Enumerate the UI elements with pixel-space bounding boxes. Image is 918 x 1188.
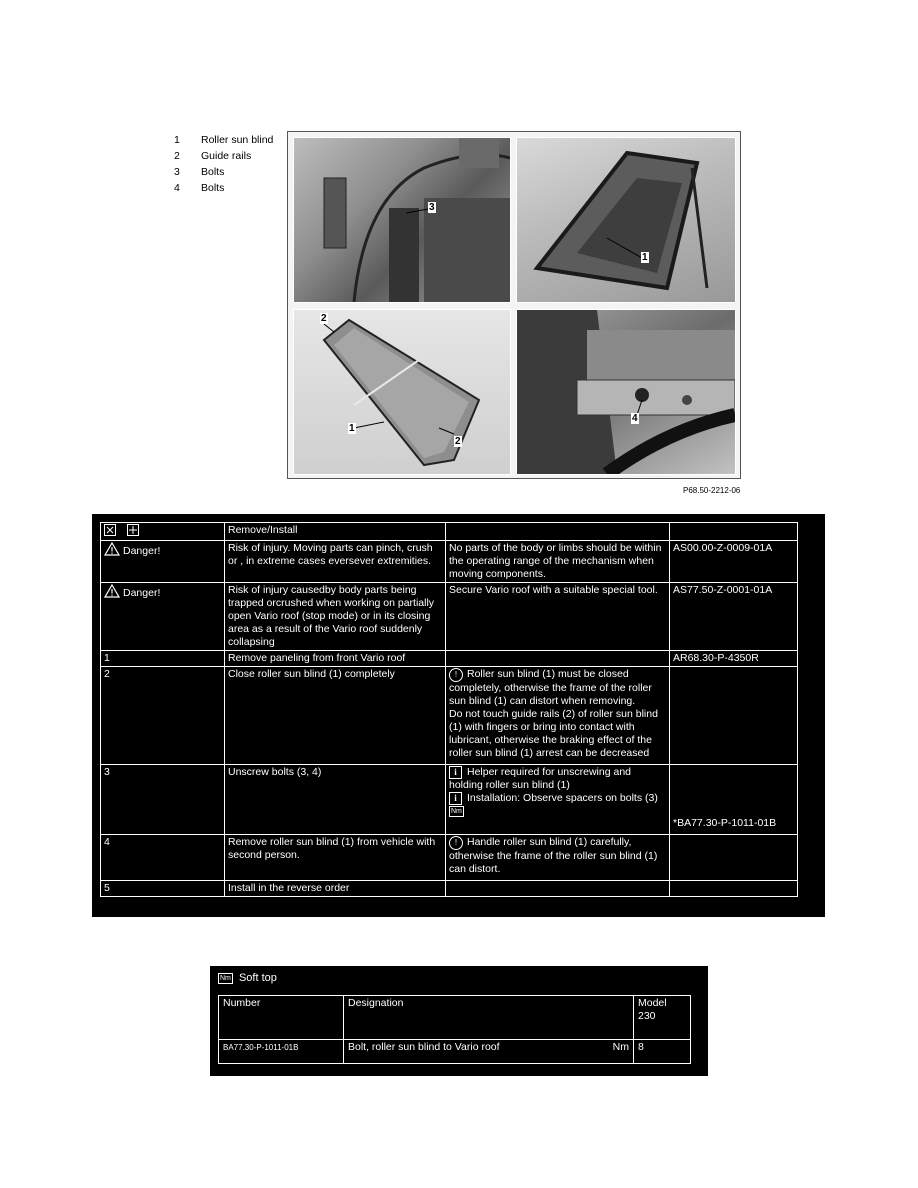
callout-number: 3: [429, 202, 435, 213]
caution-icon: !: [449, 836, 463, 850]
nm-badge-icon: Nm: [220, 975, 231, 982]
table-row: 2 Close roller sun blind (1) completely ! Roller sun blind (1) must be closed completely, otherwise the frame of the roller sun blind (1) can distort when removing. Do not touch guide rails (2) of roller sun blind (1) with fingers or bring into contact with lubricant, otherwise the braking effect of the roller sun blind (1) arrest can be decreased: [101, 667, 798, 765]
info-icon: i: [449, 766, 462, 779]
table-header-row: [101, 523, 798, 541]
component-figure: [287, 131, 741, 479]
warning-icon: [104, 542, 120, 556]
callout-number: 2: [455, 436, 461, 447]
table-header-row: Number Designation Model 230: [219, 996, 691, 1040]
table-row: 1 Remove paneling from front Vario roof AR68.30-P-4350R: [101, 651, 798, 667]
callout-number: 1: [642, 252, 648, 263]
callout-number: 2: [321, 313, 327, 324]
photo-bolt-mount: [516, 309, 736, 475]
soft-top-title: Soft top: [238, 972, 277, 984]
legend-item: 4 Bolts: [174, 182, 225, 194]
info-icon: i: [449, 792, 462, 805]
remove-icon: [104, 524, 116, 536]
install-icon: [127, 524, 139, 536]
legend-item: 2 Guide rails: [174, 150, 252, 162]
photo-roof-overview: [516, 137, 736, 303]
soft-top-heading: [218, 972, 277, 984]
nm-badge-icon: Nm: [451, 808, 462, 815]
table-row: 4 Remove roller sun blind (1) from vehicle with second person. ! Handle roller sun blind (1) carefully, otherwise the frame of the roller sun blind (1) can distort.: [101, 835, 798, 881]
legend-item: 1 Roller sun blind: [174, 134, 274, 146]
figure-reference: P68.50-2212-06: [683, 486, 741, 495]
photo-bolt-detail: [293, 137, 511, 303]
table-row: Danger! Risk of injury. Moving parts can pinch, crush or , in extreme cases eversever extremities. No parts of the body or limbs should be within the operating range of the mechanism when moving components. AS00.00-Z-0009-01A: [101, 541, 798, 583]
diagram-roller-sun-blind: [293, 309, 511, 475]
header-step: Remove/Install: [225, 523, 446, 541]
caution-icon: !: [449, 668, 463, 682]
warning-icon: [104, 584, 120, 598]
table-row: 5 Install in the reverse order: [101, 881, 798, 897]
procedure-table: [92, 514, 825, 917]
callout-number: 1: [349, 423, 355, 434]
figure-legend: [174, 132, 273, 196]
legend-item: 3 Bolts: [174, 166, 225, 178]
table-row: Danger! Risk of injury causedby body parts being trapped orcrushed when working on partially open Vario roof (stop mode) or in its closing area as a result of the Vario roof suddenly collapsing Secure Vario roof with a suitable special tool. AS77.50-Z-0001-01A: [101, 583, 798, 651]
callout-number: 4: [632, 413, 638, 424]
soft-top-table: [210, 966, 708, 1076]
table-row: 3 Unscrew bolts (3, 4) i Helper required for unscrewing and holding roller sun blind (1) i Installation: Observe spacers on bolts (3) Nm *BA77.30-P-1011-01B: [101, 765, 798, 835]
table-row: BA77.30-P-1011-01B Bolt, roller sun blind to Vario roof Nm 8: [219, 1040, 691, 1064]
